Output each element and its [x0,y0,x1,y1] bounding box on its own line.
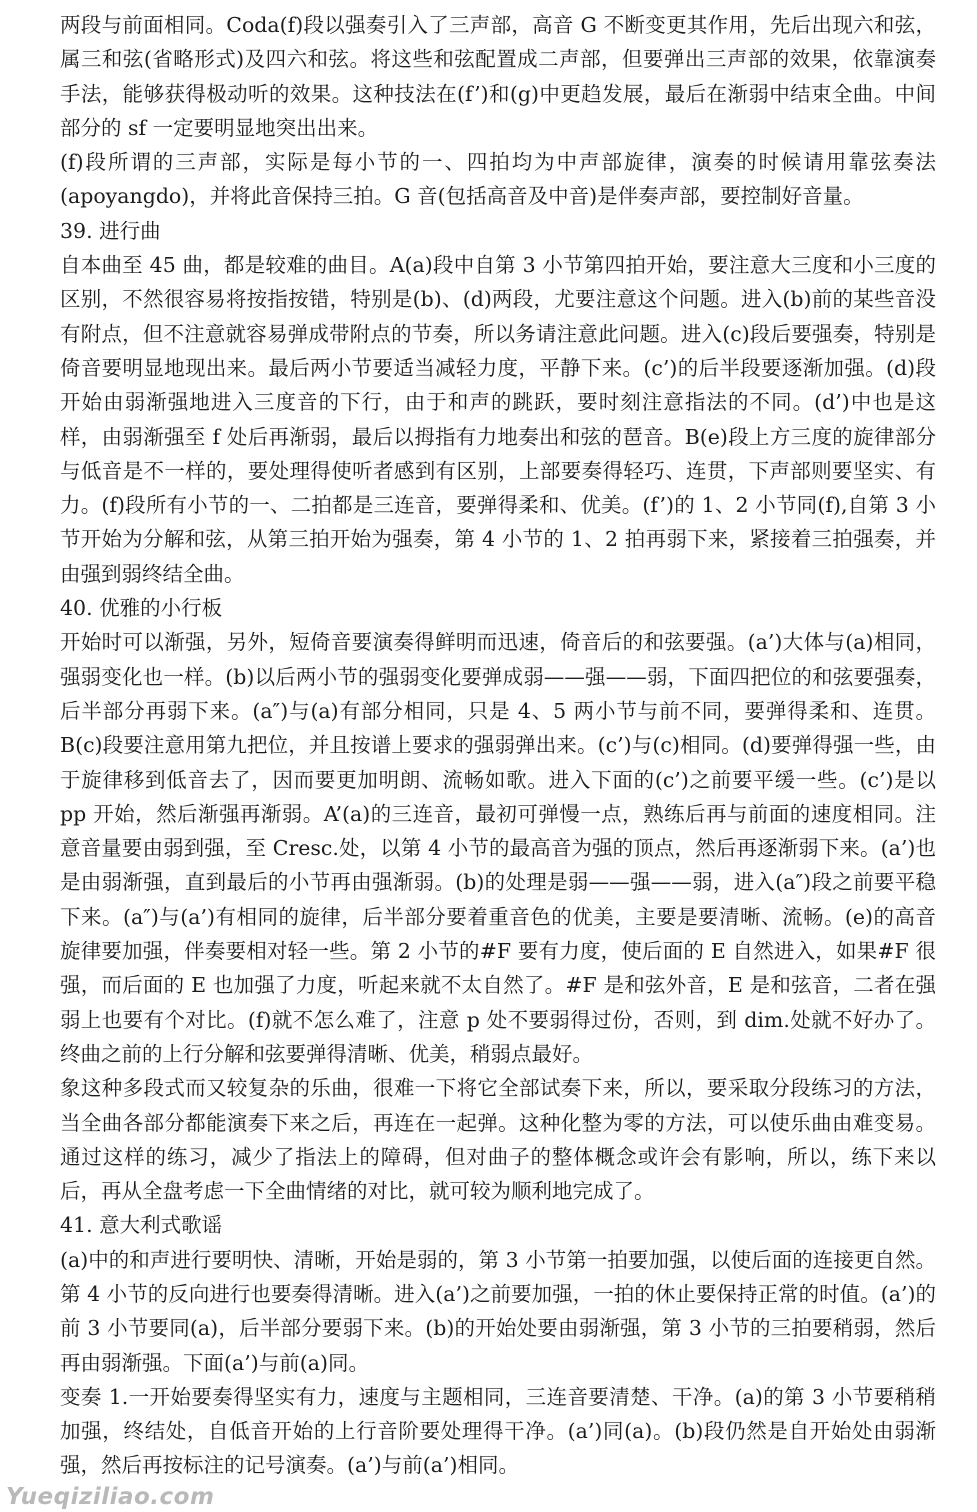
paragraph-three-voices: (f)段所谓的三声部，实际是每小节的一、四拍均为中声部旋律，演奏的时候请用靠弦奏法(apoyangdo)，并将此音保持三拍。G 音(包括高音及中音)是伴奏声部，要控制好音量。 [60,150,936,209]
paragraph-andantino: 开始时可以渐强，另外，短倚音要演奏得鲜明而迅速，倚音后的和弦要强。(a’)大体与(a)相同，强弱变化也一样。(b)以后两小节的强弱变化要弹成弱——强——弱，下面四把位的和弦要强奏，后半部分再弱下来。(a″)与(a)有部分相同，只是 4、5 两小节与前不同，要弹得柔和、连贯。B(c)段要注意用第九把位，并且按谱上要求的强弱弹出来。(c’)与(c)相同。(d)要弹得强一些，由于旋律移到低音去了，因而要更加明朗、流畅如歌。进入下面的(c’)之前要平缓一些。(c’)是以 pp 开始，然后渐强再渐弱。A’(a)的三连音，最初可弹慢一点，熟练后再与前面的速度相同。注意音量要由弱到强，至 Cresc.处，以第 4 小节的最高音为强的顶点，然后再逐渐弱下来。(a’)也是由弱渐强，直到最后的小节再由强渐弱。(b)的处理是弱——强——弱，进入(a″)段之前要平稳下来。(a″)与(a’)有相同的旋律，后半部分要着重音色的优美，主要是要清晰、流畅。(e)的高音旋律要加强，伴奏要相对轻一些。第 2 小节的#F 要有力度，使后面的 E 自然进入，如果#F 很强，而后面的 E 也加强了力度，听起来就不太自然了。#F 是和弦外音，E 是和弦音，二者在强弱上也要有个对比。(f)就不怎么难了，注意 p 处不要弱得过份，否则，到 dim.处就不好办了。终曲之前的上行分解和弦要弹得清晰、优美，稍弱点最好。 [60,630,936,1066]
section-heading-40: 40. 优雅的小行板 [60,596,223,621]
paragraph-variation-1: 变奏 1.一开始要奏得坚实有力，速度与主题相同，三连音要清楚、干净。(a)的第 3 小节要稍稍加强，终结处，自低音开始的上行音阶要处理得干净。(a’)同(a)。(b)段仍然是自开始处由弱渐强，然后再按标注的记号演奏。(a’)与前(a’)相同。 [60,1384,936,1478]
section-heading-41: 41. 意大利式歌谣 [60,1213,223,1238]
site-watermark-logo: Yueqiziliao.com [6,1484,215,1510]
paragraph-coda: 两段与前面相同。Coda(f)段以强奏引入了三声部，高音 G 不断变更其作用，先后出现六和弦，属三和弦(省略形式)及四六和弦。将这些和弦配置成二声部，但要弹出三声部的效果，依靠演奏手法，能够获得极动听的效果。这种技法在(f’)和(g)中更趋发展，最后在渐弱中结束全曲。中间部分的 sf 一定要明显地突出出来。 [60,13,936,140]
section-heading-39: 39. 进行曲 [60,218,161,243]
document-body [60,8,936,1483]
paragraph-practice-method: 象这种多段式而又较复杂的乐曲，很难一下将它全部试奏下来，所以，要采取分段练习的方法，当全曲各部分都能演奏下来之后，再连在一起弹。这种化整为零的方法，可以使乐曲由难变易。通过这样的练习，减少了指法上的障碍，但对曲子的整体概念或许会有影响，所以，练下来以后，再从全盘考虑一下全曲情绪的对比，就可较为顺利地完成了。 [60,1076,936,1204]
paragraph-italian-song: (a)中的和声进行要明快、清晰，开始是弱的，第 3 小节第一拍要加强，以使后面的连接更自然。第 4 小节的反向进行也要奏得清晰。进入(a’)之前要加强，一拍的休止要保持正常的时值。(a’)的前 3 小节要同(a)，后半部分要弱下来。(b)的开始处要由弱渐强，第 3 小节的三拍要稍弱，然后再由弱渐强。下面(a’)与前(a)同。 [60,1247,936,1375]
paragraph-march: 自本曲至 45 曲，都是较难的曲目。A(a)段中自第 3 小节第四拍开始，要注意大三度和小三度的区别，不然很容易将按指按错，特别是(b)、(d)两段，尤要注意这个问题。进入(b)前的某些音没有附点，但不注意就容易弹成带附点的节奏，所以务请注意此问题。进入(c)段后要强奏，特别是倚音要明显地现出来。最后两小节要适当减轻力度，平静下来。(c’)的后半段要逐渐加强。(d)段开始由弱渐强地进入三度音的下行，由于和声的跳跃，要时刻注意指法的不同。(d’)中也是这样，由弱渐强至 f 处后再渐弱，最后以拇指有力地奏出和弦的琶音。B(e)段上方三度的旋律部分与低音是不一样的，要处理得使听者感到有区别，上部要奏得轻巧、连贯，下声部则要坚实、有力。(f)段所有小节的一、二拍都是三连音，要弹得柔和、优美。(f’)的 1、2 小节同(f),自第 3 小节开始为分解和弦，从第三拍开始为强奏，第 4 小节的 1、2 拍再弱下来，紧接着三拍强奏，并由强到弱终结全曲。 [60,253,936,586]
